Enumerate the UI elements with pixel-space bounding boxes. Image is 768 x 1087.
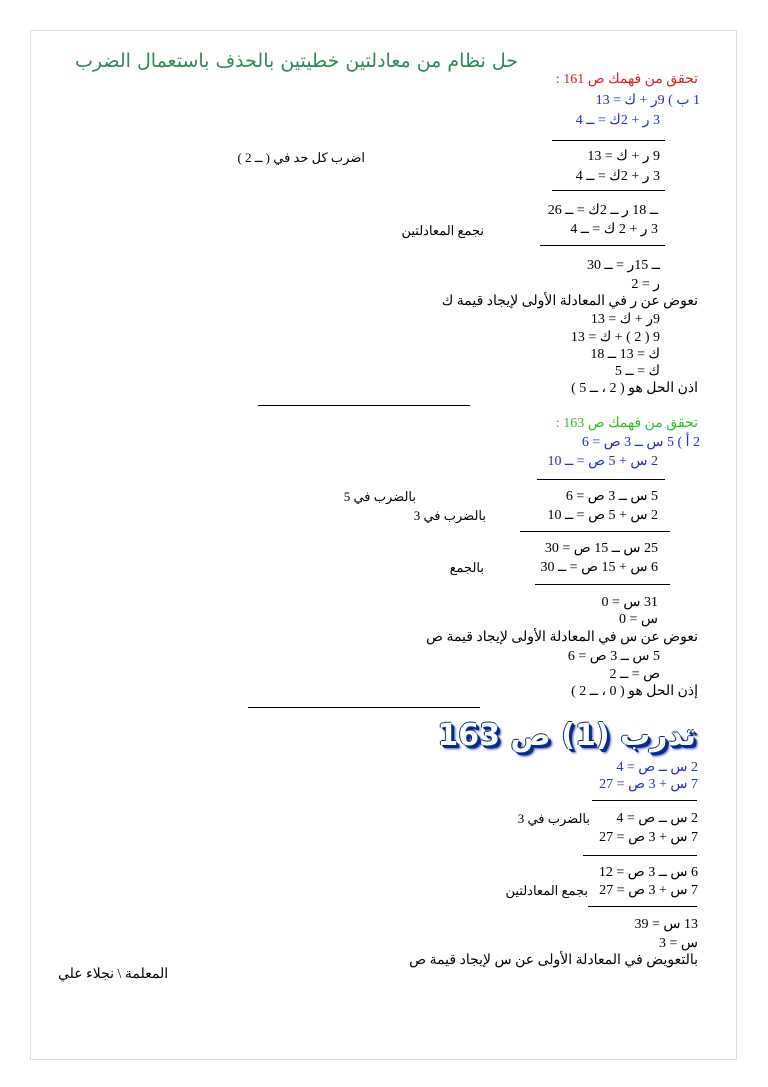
practice-heading: تدرب (1) ص 163 [437,718,696,753]
example1-step-eq1: 9 ر + ك = 13 [587,149,660,164]
example3-eq1: 2 س ــ ص = 4 [616,760,698,775]
example1-k-calc: ك = 13 ــ 18 [590,347,660,362]
divider [583,855,697,856]
example2-eq1: 2 أ ) 5 س ــ 3 ص = 6 [581,435,700,450]
divider [588,906,697,907]
example3-substitute: بالتعويض في المعادلة الأولى عن س لإيجاد قيمة ص [409,953,698,968]
example2-header: تحقق من فهمك ص 163 : [555,416,698,431]
divider [520,531,670,532]
divider [592,800,697,801]
example3-sum: 13 س = 39 [634,917,698,932]
example1-sub-eq: 9ر + ك = 13 [590,312,660,327]
example3-note-mult3: بالضرب في 3 [517,811,590,826]
example3-step-eq2: 7 س + 3 ص = 27 [599,830,698,845]
example2-sum: 31 س = 0 [601,595,658,610]
example1-r-value: ر = 2 [631,277,660,292]
section-divider [248,707,480,708]
example2-step-mult2: 6 س + 15 ص = ــ 30 [540,560,658,575]
example1-sum: ــ 15ر = ــ 30 [586,258,660,273]
divider [540,245,665,246]
example1-eq2: 3 ر + 2ك = ــ 4 [575,113,660,128]
example2-sub-eq: 5 س ــ 3 ص = 6 [567,649,660,664]
example2-note-add: بالجمع [449,560,484,575]
example2-p-value: ص = ــ 2 [609,667,660,682]
example1-k-value: ك = ــ 5 [614,364,660,379]
example1-step-eq2b: 3 ر + 2 ك = ــ 4 [570,222,658,237]
divider [537,479,665,480]
example2-eq2: 2 س + 5 ص = ــ 10 [547,454,658,469]
example1-substitute: نعوض عن ر في المعادلة الأولى لإيجاد قيمة ك [441,294,698,309]
example3-step-eq2b: 7 س + 3 ص = 27 [599,883,698,898]
section-divider [258,405,470,406]
example1-header: تحقق من فهمك ص 161 : [555,72,698,87]
divider [535,584,670,585]
example2-step-eq2: 2 س + 5 ص = ــ 10 [547,508,658,523]
example1-step-mult: ــ 18 ر ــ 2ك = ــ 26 [547,203,658,218]
example3-step-mult: 6 س ــ 3 ص = 12 [598,865,698,880]
example1-step-eq2: 3 ر + 2ك = ــ 4 [575,169,660,184]
example2-step-eq1: 5 س ــ 3 ص = 6 [565,489,658,504]
example3-s-value: س = 3 [659,936,698,951]
teacher-signature: المعلمة \ نجلاء علي [58,967,169,982]
example1-solution: اذن الحل هو ( 2 ، ــ 5 ) [571,381,698,396]
example3-eq2: 7 س + 3 ص = 27 [599,777,698,792]
divider [552,140,665,141]
example2-s-value: س = 0 [619,612,658,627]
example3-step-eq1: 2 س ــ ص = 4 [616,811,698,826]
example2-substitute: نعوض عن س في المعادلة الأولى لإيجاد قيمة ص [426,630,698,645]
example3-note-add: بجمع المعادلتين [505,883,588,898]
example2-note-mult5: بالضرب في 5 [343,489,416,504]
example1-eq1: 1 ب ) 9ر + ك = 13 [595,93,700,108]
example2-solution: إذن الحل هو ( 0 ، ــ 2 ) [571,684,698,699]
example2-note-mult3: بالضرب في 3 [413,508,486,523]
page-title: حل نظام من معادلتين خطيتين بالحذف باستعمال الضرب [75,50,518,72]
example1-note-multiply: اضرب كل حد في ( ــ 2 ) [237,150,365,165]
example1-note-add: نجمع المعادلتين [401,223,484,238]
example1-sub-value: 9 ( 2 ) + ك = 13 [570,330,660,345]
example2-step-mult1: 25 س ــ 15 ص = 30 [544,541,658,556]
divider [552,190,665,191]
